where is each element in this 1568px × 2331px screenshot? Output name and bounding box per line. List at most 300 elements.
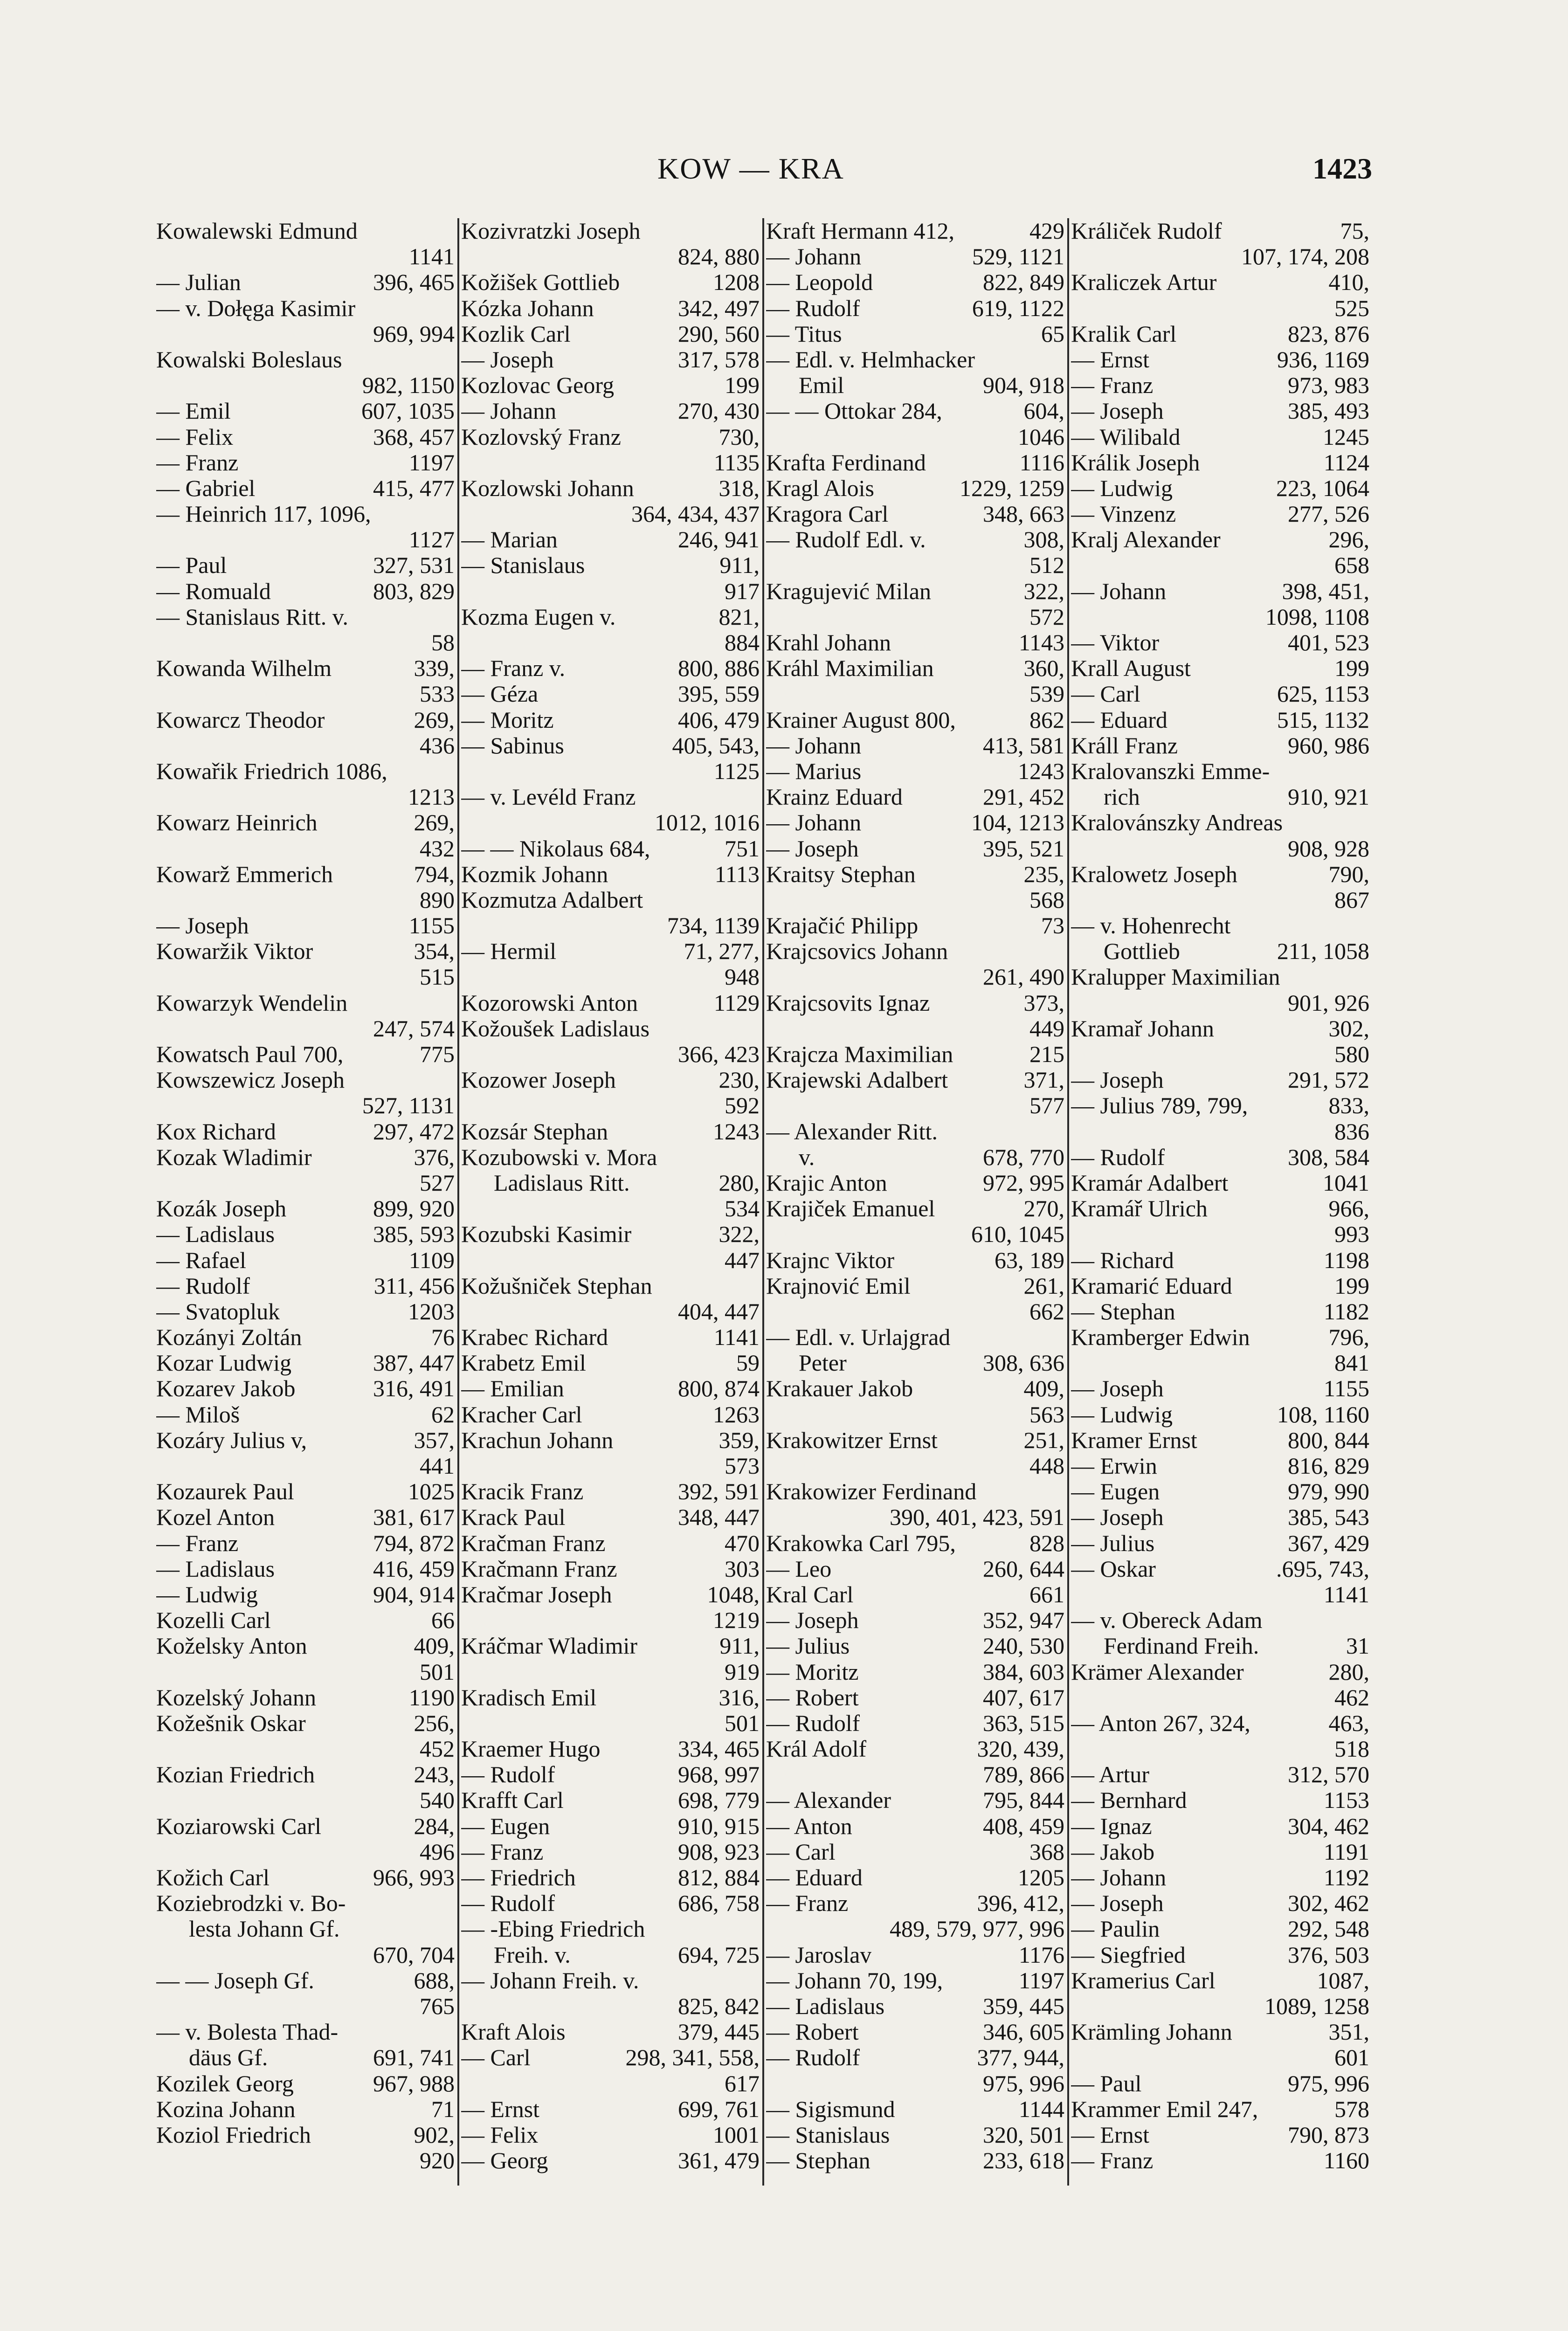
entry-name: — Robert <box>766 2019 859 2045</box>
entry-name: Kozelli Carl <box>156 1607 271 1634</box>
entry-page-refs: 890 <box>420 887 455 913</box>
entry-name: — Bernhard <box>1071 1787 1187 1814</box>
index-entry <box>461 887 760 913</box>
index-entry <box>156 1428 455 1453</box>
index-entry <box>156 2045 455 2070</box>
entry-page-refs: 379, 445 <box>678 2019 760 2045</box>
index-entry-continuation <box>766 1916 1064 1942</box>
index-entry <box>766 1145 1064 1170</box>
index-entry <box>1071 372 1369 398</box>
entry-name: Peter <box>799 1350 847 1376</box>
index-entry <box>1071 2019 1369 2045</box>
entry-name: Kradisch Emil <box>461 1684 597 1710</box>
entry-page-refs: 1205 <box>1018 1865 1064 1890</box>
entry-page-refs: 320, 439, <box>977 1736 1064 1762</box>
entry-name: — Julius 789, 799, <box>1071 1093 1248 1119</box>
column-rule <box>457 218 459 2186</box>
entry-name: — Paul <box>1071 2070 1142 2097</box>
index-entry-continuation <box>156 836 455 862</box>
entry-page-refs: 322, <box>718 1221 760 1248</box>
index-entry-continuation <box>156 2148 455 2173</box>
index-entry <box>766 784 1064 810</box>
index-entry <box>1071 1916 1369 1942</box>
entry-page-refs: 1141 <box>408 244 455 270</box>
index-entry <box>766 1556 1064 1582</box>
index-entry <box>1071 579 1369 604</box>
index-entry-continuation <box>766 1221 1064 1247</box>
index-entry <box>1071 938 1369 964</box>
index-entry <box>461 2097 760 2122</box>
index-entry <box>1071 707 1369 733</box>
entry-page-refs: 920 <box>420 2148 455 2174</box>
entry-page-refs: 308, 584 <box>1288 1144 1369 1170</box>
entry-page-refs: 366, 423 <box>678 1041 760 1067</box>
entry-page-refs: 1124 <box>1323 449 1369 476</box>
entry-page-refs: 381, 617 <box>373 1504 455 1531</box>
entry-page-refs: 199 <box>1334 655 1369 682</box>
index-entry <box>1071 1556 1369 1582</box>
entry-name: Krajic Anton <box>766 1170 887 1196</box>
index-entry <box>461 1762 760 1787</box>
entry-name: Kozányi Zoltán <box>156 1324 302 1351</box>
entry-name: — Titus <box>766 321 842 347</box>
entry-page-refs: 462 <box>1334 1684 1369 1710</box>
entry-page-refs: 979, 990 <box>1288 1479 1369 1505</box>
index-entry-continuation <box>461 1453 760 1479</box>
entry-page-refs: 489, 579, 977, 996 <box>890 1916 1064 1942</box>
index-entry-continuation <box>461 1607 760 1633</box>
index-entry <box>461 1273 760 1299</box>
index-entry <box>1071 1659 1369 1685</box>
index-entry <box>766 913 1064 938</box>
entry-page-refs: 298, 341, 558, <box>625 2045 760 2071</box>
entry-name: — Rudolf <box>461 1890 555 1917</box>
index-entry <box>156 269 455 295</box>
column-4 <box>1071 218 1369 2186</box>
index-entry-continuation <box>156 887 455 913</box>
entry-page-refs: 790, <box>1328 861 1369 887</box>
entry-page-refs: 1192 <box>1323 1865 1369 1890</box>
entry-page-refs: 966, <box>1328 1196 1369 1222</box>
index-entry <box>156 1376 455 1401</box>
index-entry <box>156 1633 455 1659</box>
index-entry <box>766 810 1064 835</box>
index-entry <box>766 398 1064 424</box>
entry-name: — Rudolf <box>461 1762 555 1788</box>
index-entry <box>1071 759 1369 784</box>
entry-name: rich <box>1104 784 1140 810</box>
index-entry <box>461 1890 760 1916</box>
entry-page-refs: 230, <box>718 1067 760 1093</box>
index-entry-continuation <box>1071 552 1369 578</box>
index-entry-continuation <box>1071 1221 1369 1247</box>
entry-name: — Robert <box>766 1684 859 1710</box>
index-entry <box>461 1916 760 1942</box>
entry-page-refs: 862 <box>1029 707 1064 733</box>
entry-page-refs: 884 <box>725 630 760 655</box>
entry-name: — Leo <box>766 1556 832 1582</box>
index-entry-continuation <box>156 681 455 707</box>
index-entry <box>461 604 760 630</box>
entry-page-refs: 1141 <box>1323 1581 1369 1607</box>
entry-page-refs: 396, 412, <box>977 1890 1064 1917</box>
entry-page-refs: 270, 430 <box>678 398 760 424</box>
entry-page-refs: 373, <box>1023 990 1064 1016</box>
index-entry <box>156 1814 455 1839</box>
index-entry <box>156 1710 455 1736</box>
index-entry <box>766 1324 1064 1350</box>
entry-name: Kráhl Maximilian <box>766 655 934 682</box>
entry-page-refs: 610, 1045 <box>971 1221 1064 1248</box>
entry-page-refs: 908, 928 <box>1288 835 1369 862</box>
entry-name: — Heinrich 117, 1096, <box>156 501 371 527</box>
index-entry-continuation <box>461 913 760 938</box>
entry-name: — Franz <box>156 449 239 476</box>
entry-page-refs: 407, 617 <box>983 1684 1064 1710</box>
entry-page-refs: 1046 <box>1018 424 1064 450</box>
entry-page-refs: 686, 758 <box>678 1890 760 1917</box>
entry-name: — Felix <box>461 2122 539 2148</box>
index-entry-continuation <box>1071 604 1369 630</box>
index-entry <box>156 1273 455 1299</box>
entry-page-refs: 339, <box>414 655 455 682</box>
entry-page-refs: 66 <box>431 1607 455 1634</box>
entry-name: Gottlieb <box>1104 938 1180 965</box>
entry-page-refs: 794, <box>414 861 455 887</box>
entry-page-refs: 71 <box>431 2096 455 2122</box>
entry-page-refs: 308, 636 <box>983 1350 1064 1376</box>
entry-name: — — Ottokar 284, <box>766 398 942 424</box>
index-entry <box>461 733 760 759</box>
index-entry <box>766 1582 1064 1607</box>
index-entry <box>1071 1196 1369 1221</box>
entry-page-refs: 796, <box>1328 1324 1369 1351</box>
entry-page-refs: 948 <box>725 964 760 990</box>
index-entry <box>156 1145 455 1170</box>
entry-name: Kozak Wladimir <box>156 1144 312 1170</box>
entry-name: — Marian <box>461 527 558 553</box>
entry-page-refs: 1263 <box>713 1401 760 1428</box>
entry-name: — Alexander Ritt. <box>766 1118 938 1145</box>
entry-name: Kozubski Kasimir <box>461 1221 632 1248</box>
entry-page-refs: 413, 581 <box>983 732 1064 759</box>
entry-name: — Eugen <box>1071 1479 1160 1505</box>
index-entry-continuation <box>461 1710 760 1736</box>
index-entry <box>156 1067 455 1093</box>
entry-page-refs: 385, 493 <box>1288 398 1369 424</box>
entry-page-refs: 899, 920 <box>373 1196 455 1222</box>
entry-page-refs: 901, 926 <box>1288 990 1369 1016</box>
entry-page-refs: 982, 1150 <box>362 372 455 399</box>
entry-name: Krahl Johann <box>766 630 891 655</box>
index-entry <box>766 1607 1064 1633</box>
index-entry <box>156 707 455 733</box>
index-entry-continuation <box>461 1299 760 1324</box>
entry-name: — Johann 70, 199, <box>766 1967 943 1993</box>
index-entry <box>461 1633 760 1659</box>
index-entry-continuation <box>1071 244 1369 269</box>
entry-page-refs: 908, 923 <box>678 1839 760 1865</box>
index-entry <box>461 527 760 552</box>
index-entry <box>156 476 455 501</box>
entry-name: Krafta Ferdinand <box>766 449 926 476</box>
index-entry <box>1071 810 1369 835</box>
index-entry <box>156 552 455 578</box>
index-entry <box>1071 2097 1369 2122</box>
entry-page-refs: 1153 <box>1323 1787 1369 1814</box>
index-entry <box>156 218 455 244</box>
entry-name: Kožišek Gottlieb <box>461 269 620 296</box>
index-entry <box>766 1350 1064 1376</box>
entry-name: Kožušniček Stephan <box>461 1273 652 1299</box>
entry-page-refs: 800, 844 <box>1288 1427 1369 1453</box>
entry-name: — Johann <box>461 398 557 424</box>
entry-name: — Joseph <box>1071 1504 1164 1531</box>
index-entry <box>156 1324 455 1350</box>
entry-name: — Moritz <box>461 707 554 733</box>
index-entry <box>766 1248 1064 1273</box>
entry-name: Kowarz Heinrich <box>156 810 318 836</box>
entry-page-refs: 1012, 1016 <box>655 810 760 836</box>
entry-name: Emil <box>799 372 844 399</box>
entry-page-refs: 1176 <box>1018 1942 1064 1968</box>
entry-page-refs: 1125 <box>713 758 760 784</box>
entry-name: — Rudolf Edl. v. <box>766 527 926 553</box>
entry-page-refs: 1041 <box>1323 1170 1369 1196</box>
index-entry-continuation <box>1071 1350 1369 1376</box>
entry-page-refs: 1198 <box>1323 1247 1369 1273</box>
entry-name: Kozubowski v. Mora <box>461 1144 657 1170</box>
index-entry <box>461 1504 760 1530</box>
entry-name: — Alexander <box>766 1787 891 1814</box>
entry-name: Kowařik Friedrich 1086, <box>156 758 387 784</box>
entry-page-refs: 436 <box>420 732 455 759</box>
index-entry <box>156 1762 455 1787</box>
entry-page-refs: 822, 849 <box>983 269 1064 296</box>
entry-name: — Franz <box>1071 372 1154 399</box>
index-entry <box>461 1814 760 1839</box>
entry-name: — Ladislaus <box>156 1221 275 1248</box>
index-entry <box>766 2097 1064 2122</box>
entry-name: Kraliczek Artur <box>1071 269 1217 296</box>
entry-page-refs: 734, 1139 <box>667 913 760 939</box>
entry-name: — Edl. v. Urlajgrad <box>766 1324 951 1351</box>
entry-name: — Johann <box>766 244 862 270</box>
index-entry <box>1071 1093 1369 1118</box>
entry-name: Krainz Eduard <box>766 784 903 810</box>
entry-page-refs: 967, 988 <box>373 2070 455 2097</box>
index-entry <box>461 2019 760 2045</box>
entry-page-refs: 233, 618 <box>983 2148 1064 2174</box>
index-entry <box>461 1531 760 1556</box>
entry-name: — Carl <box>461 2045 531 2071</box>
index-entry <box>156 759 455 784</box>
entry-page-refs: 540 <box>420 1787 455 1814</box>
index-entry <box>156 1531 455 1556</box>
entry-page-refs: 1190 <box>408 1684 455 1710</box>
index-entry <box>156 1504 455 1530</box>
index-entry <box>156 1350 455 1376</box>
index-entry <box>461 2045 760 2070</box>
index-entry <box>156 1196 455 1221</box>
entry-name: Kozmik Johann <box>461 861 608 887</box>
entry-name: Kox Richard <box>156 1118 276 1145</box>
index-entry-continuation <box>156 1453 455 1479</box>
entry-page-refs: 1127 <box>408 527 455 553</box>
entry-name: Kowatsch Paul 700, <box>156 1041 344 1067</box>
entry-name: Kramberger Edwin <box>1071 1324 1250 1351</box>
entry-name: — Felix <box>156 424 234 450</box>
entry-page-refs: 256, <box>414 1710 455 1736</box>
entry-page-refs: 296, <box>1328 527 1369 553</box>
entry-page-refs: 354, <box>414 938 455 965</box>
entry-name: Krakowka Carl 795, <box>766 1530 956 1556</box>
entry-page-refs: 303 <box>725 1556 760 1582</box>
index-entry <box>461 1170 760 1196</box>
entry-page-refs: 1116 <box>1019 449 1064 476</box>
entry-name: Kraitsy Stephan <box>766 861 916 887</box>
index-entry <box>1071 1170 1369 1196</box>
index-entry-continuation <box>766 1402 1064 1428</box>
entry-name: däus Gf. <box>189 2045 268 2071</box>
index-entry <box>461 372 760 398</box>
entry-name: Kramer Ernst <box>1071 1427 1197 1453</box>
index-entry <box>766 1659 1064 1685</box>
entry-page-refs: 527 <box>420 1170 455 1196</box>
entry-name: — Georg <box>461 2148 548 2174</box>
index-entry-continuation <box>156 372 455 398</box>
index-entry <box>1071 1324 1369 1350</box>
entry-name: Kracher Carl <box>461 1401 582 1428</box>
entry-name: — Moritz <box>766 1659 859 1685</box>
entry-name: — Sabinus <box>461 732 564 759</box>
entry-page-refs: 59 <box>736 1350 760 1376</box>
index-entry <box>1071 501 1369 527</box>
entry-page-refs: 387, 447 <box>373 1350 455 1376</box>
index-entry <box>1071 2148 1369 2173</box>
entry-name: Kozmutza Adalbert <box>461 887 643 913</box>
index-entry <box>766 1531 1064 1556</box>
index-entry <box>1071 964 1369 990</box>
entry-page-refs: 578 <box>1334 2096 1369 2122</box>
entry-name: — Emil <box>156 398 231 424</box>
index-entry <box>766 1196 1064 1221</box>
index-entry <box>1071 398 1369 424</box>
index-entry <box>1071 2122 1369 2148</box>
index-entry <box>766 2122 1064 2148</box>
entry-page-refs: 449 <box>1029 1015 1064 1041</box>
entry-name: Kraemer Hugo <box>461 1736 601 1762</box>
index-entry-continuation <box>766 1453 1064 1479</box>
index-entry-continuation <box>461 244 760 269</box>
index-entry-continuation <box>1071 1119 1369 1145</box>
entry-page-refs: 800, 874 <box>678 1376 760 1402</box>
entry-page-refs: 312, 570 <box>1288 1762 1369 1788</box>
entry-page-refs: 658 <box>1334 552 1369 579</box>
index-entry <box>156 579 455 604</box>
entry-page-refs: 568 <box>1029 887 1064 913</box>
entry-name: — Rudolf <box>766 295 860 321</box>
index-entry <box>766 1993 1064 2019</box>
entry-page-refs: 63, 189 <box>995 1247 1064 1273</box>
entry-page-refs: 1245 <box>1323 424 1369 450</box>
index-entry <box>156 424 455 450</box>
index-entry <box>156 2019 455 2045</box>
entry-page-refs: 527, 1131 <box>362 1093 455 1119</box>
entry-name: Krall August <box>1071 655 1191 682</box>
index-entry <box>766 1428 1064 1453</box>
index-entry <box>766 244 1064 269</box>
index-entry <box>766 450 1064 476</box>
entry-name: Kračmar Joseph <box>461 1581 612 1607</box>
entry-name: — Gabriel <box>156 475 256 501</box>
entry-name: Krachun Johann <box>461 1427 614 1453</box>
entry-page-refs: 993 <box>1334 1221 1369 1248</box>
entry-name: Kozelský Johann <box>156 1684 316 1710</box>
index-entry <box>461 398 760 424</box>
entry-name: — Ignaz <box>1071 1813 1152 1839</box>
index-entry-continuation <box>1071 1685 1369 1710</box>
entry-name: Kralowetz Joseph <box>1071 861 1237 887</box>
entry-name: Král Adolf <box>766 1736 867 1762</box>
entry-page-refs: 607, 1035 <box>361 398 455 424</box>
entry-page-refs: 751 <box>725 835 760 862</box>
entry-name: Krack Paul <box>461 1504 566 1531</box>
entry-name: — Paulin <box>1071 1916 1160 1942</box>
entry-page-refs: 800, 886 <box>678 655 760 682</box>
index-entry <box>1071 1968 1369 1993</box>
index-entry <box>461 2122 760 2148</box>
entry-page-refs: 1243 <box>1018 758 1064 784</box>
entry-page-refs: 1155 <box>1323 1376 1369 1402</box>
entry-page-refs: 280, <box>1328 1659 1369 1685</box>
index-entry <box>461 1221 760 1247</box>
entry-name: — Joseph <box>1071 1376 1164 1402</box>
entry-page-refs: 960, 986 <box>1288 732 1369 759</box>
column-rule <box>1067 218 1069 2186</box>
entry-name: Kozák Joseph <box>156 1196 287 1222</box>
entry-page-refs: 795, 844 <box>983 1787 1064 1814</box>
entry-name: Kozar Ludwig <box>156 1350 292 1376</box>
index-entry <box>156 1685 455 1710</box>
entry-name: Kračmann Franz <box>461 1556 617 1582</box>
entry-name: Kozsár Stephan <box>461 1118 608 1145</box>
entry-name: Kowaržik Viktor <box>156 938 313 965</box>
index-entry-continuation <box>461 1248 760 1273</box>
index-entry <box>766 759 1064 784</box>
entry-name: — Anton 267, 324, <box>1071 1710 1250 1736</box>
entry-page-refs: 765 <box>420 1993 455 2019</box>
entry-page-refs: 1155 <box>408 913 455 939</box>
entry-page-refs: 904, 918 <box>983 372 1064 399</box>
entry-page-refs: 452 <box>420 1736 455 1762</box>
index-entry-continuation <box>1071 1582 1369 1607</box>
entry-name: — Wilibald <box>1071 424 1181 450</box>
entry-page-refs: 246, 941 <box>678 527 760 553</box>
index-entry-continuation <box>1071 296 1369 321</box>
entry-page-refs: 601 <box>1334 2045 1369 2071</box>
entry-page-refs: 441 <box>420 1453 455 1479</box>
index-entry <box>1071 1453 1369 1479</box>
entry-page-refs: 75, <box>1340 218 1369 244</box>
index-entry <box>766 269 1064 295</box>
entry-page-refs: 269, <box>414 707 455 733</box>
entry-page-refs: 463, <box>1328 1710 1369 1736</box>
entry-page-refs: 327, 531 <box>373 552 455 579</box>
entry-name: — Johann Freih. v. <box>461 1967 639 1993</box>
entry-page-refs: 966, 993 <box>373 1865 455 1890</box>
index-entry <box>156 655 455 681</box>
